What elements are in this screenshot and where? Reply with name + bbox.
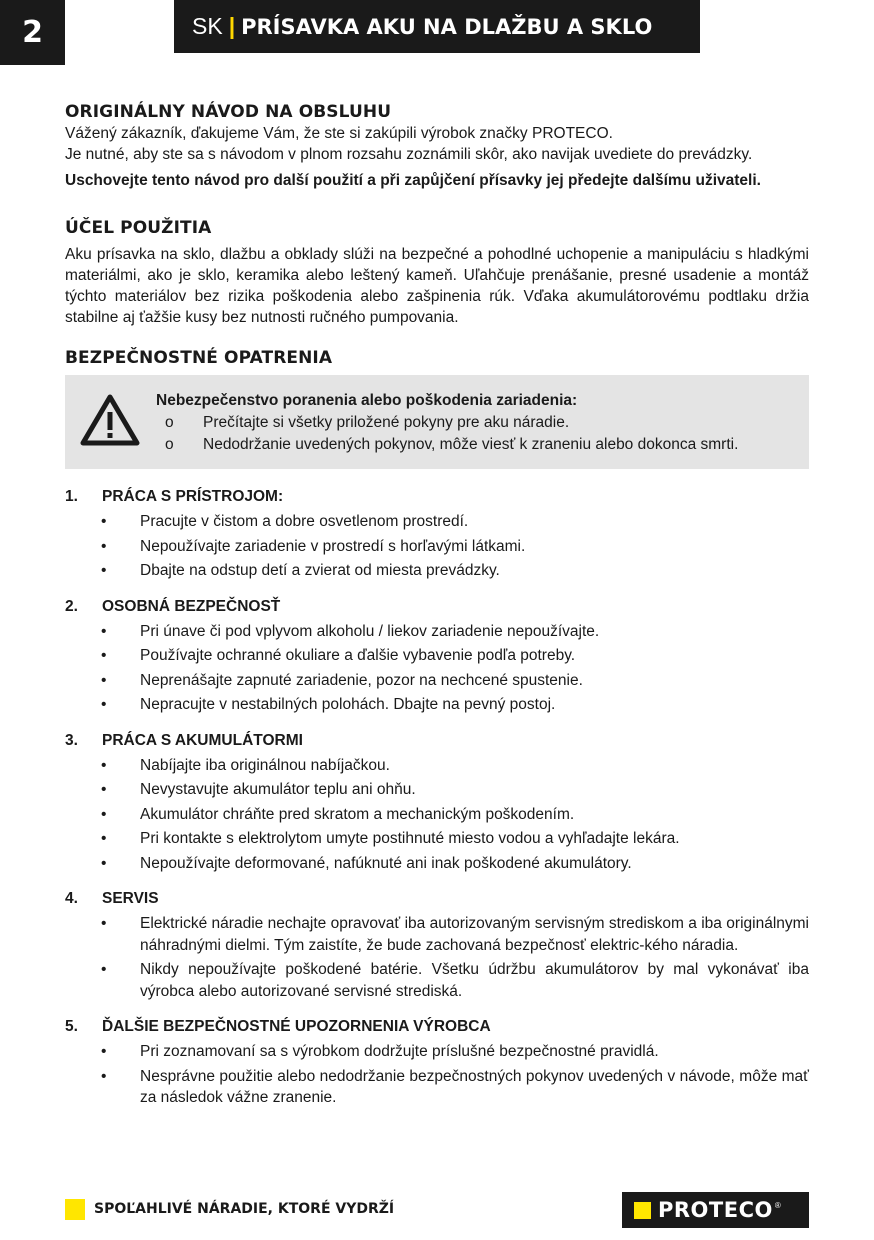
page-number: 2	[0, 0, 65, 65]
bullet-list	[65, 913, 809, 1002]
intro-heading: ORIGINÁLNY NÁVOD NA OBSLUHU	[65, 102, 392, 122]
list-item: • Nevystavujte akumulátor teplu ani ohňu.	[101, 781, 416, 798]
bullet-list	[65, 511, 809, 582]
logo-registered: ®	[774, 1200, 781, 1210]
intro-line-1: Vážený zákazník, ďakujeme Vám, že ste si zakúpili výrobok značky PROTECO.	[65, 125, 613, 142]
intro-line-2: Je nutné, aby ste sa s návodom v plnom rozsahu zoznámili skôr, ako navijak uvediete do prevádzky.	[65, 146, 753, 163]
document-title: PRÍSAVKA AKU NA DLAŽBU A SKLO	[241, 14, 653, 39]
section-5	[65, 1016, 809, 1109]
header-banner	[174, 0, 700, 53]
warning-list	[165, 412, 738, 455]
proteco-logo	[622, 1192, 809, 1228]
section-2	[65, 596, 809, 716]
language-code: SK	[192, 13, 223, 39]
warning-triangle-icon	[79, 393, 141, 447]
list-item: • Akumulátor chráňte pred skratom a mechanickým poškodením.	[101, 805, 575, 823]
warning-box	[65, 375, 809, 469]
section-heading: 2. OSOBNÁ BEZPEČNOSŤ	[65, 597, 281, 615]
footer-accent-square	[65, 1199, 85, 1220]
list-item: • Neprenášajte zapnuté zariadenie, pozor na nechcené spustenie.	[101, 671, 583, 689]
section-1	[65, 486, 809, 582]
section-heading: 5. ĎALŠIE BEZPEČNOSTNÉ UPOZORNENIA VÝROBCA	[65, 1018, 491, 1035]
list-item: • Nikdy nepoužívajte poškodené batérie. Všetku údržbu akumulátorov by mal vykonávať iba výrobca alebo autorizované servisné strediská.	[101, 961, 809, 1000]
list-item: • Nepoužívajte deformované, nafúknuté ani inak poškodené akumulátory.	[101, 854, 632, 872]
list-item: • Pri únave či pod vplyvom alkoholu / liekov zariadenie nepoužívajte.	[101, 622, 600, 640]
intro-bold-note: Uschovejte tento návod pro další použití a při zapůjčení přísavky jej předejte dalšímu uživateli.	[65, 172, 761, 189]
warning-item: o Nedodržanie uvedených pokynov, môže viesť k zraneniu alebo dokonca smrti.	[165, 435, 739, 453]
list-item: • Elektrické náradie nechajte opravovať iba autorizovaným servisným strediskom a iba originálnymi náhradnými dielmi. Tým zaistíte, že bude zachovaná bezpečnosť elektric-kého náradia.	[101, 915, 809, 954]
warning-title: Nebezpečenstvo poranenia alebo poškodenia zariadenia:	[156, 392, 578, 409]
list-item: • Nesprávne použitie alebo nedodržanie bezpečnostných pokynov uvedených v návode, môže mať za následok vážne zranenie.	[101, 1067, 809, 1106]
list-item: • Používajte ochranné okuliare a ďalšie vybavenie podľa potreby.	[101, 647, 576, 664]
purpose-text: Aku prísavka na sklo, dlažbu a obklady slúži na bezpečné a pohodlné uchopenie a manipuláciu s hladkými materiálmi, ako je sklo, keramika alebo leštený kameň. Uľahčuje prenášanie, presné usadenie a montáž týchto materiálov bez rizika poškodenia alebo zašpinenia rúk. Vďaka akumulátorovému podtlaku držia stabilne aj ťažšie kusy bez nutnosti ručného pumpovania.	[65, 246, 809, 326]
list-item: • Pri zoznamovaní sa s výrobkom dodržujte príslušné bezpečnostné pravidlá.	[101, 1043, 659, 1060]
section-3	[65, 730, 809, 875]
logo-text: PROTECO	[658, 1198, 773, 1222]
logo-square-icon	[634, 1202, 651, 1219]
warning-item: o Prečítajte si všetky priložené pokyny pre aku náradie.	[165, 414, 570, 431]
list-item: • Pracujte v čistom a dobre osvetlenom prostredí.	[101, 513, 469, 530]
safety-heading: BEZPEČNOSTNÉ OPATRENIA	[65, 348, 333, 368]
list-item: • Nepoužívajte zariadenie v prostredí s horľavými látkami.	[101, 537, 526, 555]
list-item: • Nepracujte v nestabilných polohách. Dbajte na pevný postoj.	[101, 696, 556, 713]
purpose-heading: ÚČEL POUŽITIA	[65, 218, 212, 238]
section-heading: 3. PRÁCA S AKUMULÁTORMI	[65, 731, 303, 749]
list-item: • Nabíjajte iba originálnou nabíjačkou.	[101, 756, 390, 774]
bullet-list	[65, 621, 809, 716]
bullet-list	[65, 755, 809, 875]
bullet-list	[65, 1041, 809, 1109]
main-content	[65, 101, 809, 1112]
header-separator: |	[228, 13, 236, 39]
section-heading: 1. PRÁCA S PRÍSTROJOM:	[65, 488, 284, 505]
section-heading: 4. SERVIS	[65, 890, 159, 907]
list-item: • Dbajte na odstup detí a zvierat od miesta prevádzky.	[101, 562, 500, 579]
list-item: • Pri kontakte s elektrolytom umyte postihnuté miesto vodou a vyhľadajte lekára.	[101, 830, 680, 847]
footer-slogan: SPOĽAHLIVÉ NÁRADIE, KTORÉ VYDRŽÍ	[94, 1201, 395, 1217]
section-4	[65, 888, 809, 1002]
